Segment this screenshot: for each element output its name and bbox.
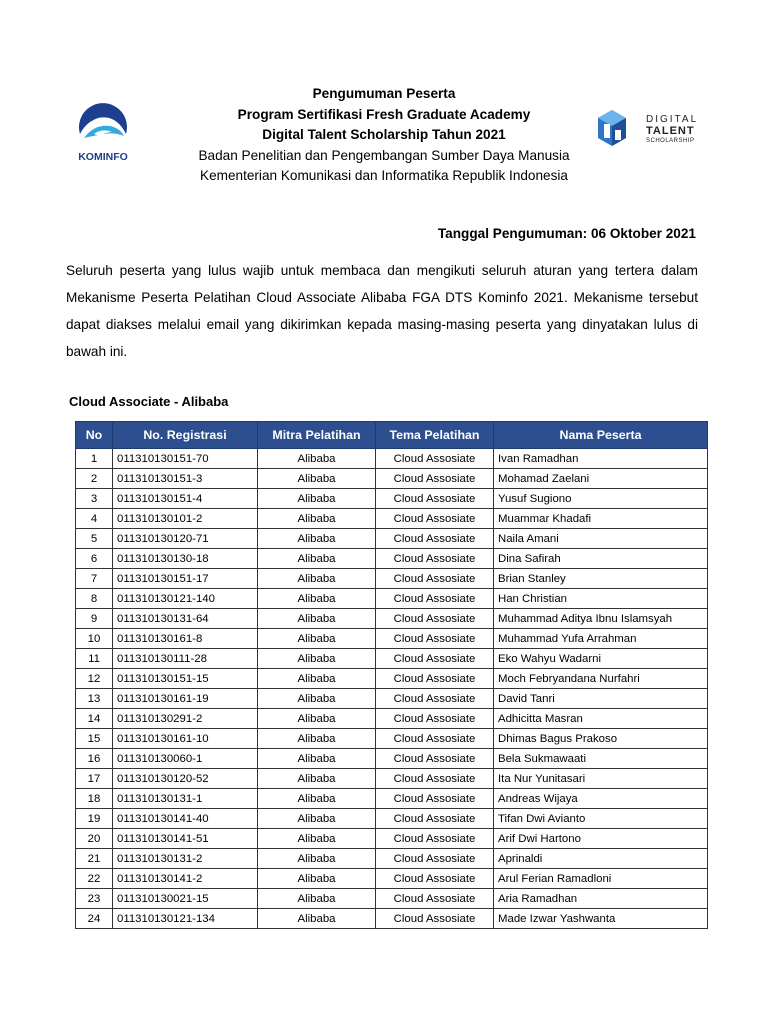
cell-name: Moch Febryandana Nurfahri [494,669,708,689]
cell-name: Bela Sukmawaati [494,749,708,769]
table-row [76,849,708,869]
cell-no: 12 [76,669,113,689]
cell-no: 7 [76,569,113,589]
table-row [76,829,708,849]
col-header-name: Nama Peserta [494,422,708,449]
cell-partner: Alibaba [258,889,376,909]
announcement-date: Tanggal Pengumuman: 06 Oktober 2021 [437,226,696,241]
cell-theme: Cloud Assosiate [376,889,494,909]
cell-no: 19 [76,809,113,829]
cell-partner: Alibaba [258,509,376,529]
cell-no: 5 [76,529,113,549]
cell-theme: Cloud Assosiate [376,809,494,829]
table-row [76,589,708,609]
cell-no: 14 [76,709,113,729]
cell-theme: Cloud Assosiate [376,669,494,689]
cell-name: Andreas Wijaya [494,789,708,809]
cell-partner: Alibaba [258,729,376,749]
cell-theme: Cloud Assosiate [376,829,494,849]
table-row [76,669,708,689]
table-row [76,509,708,529]
cell-theme: Cloud Assosiate [376,609,494,629]
cell-partner: Alibaba [258,649,376,669]
cell-partner: Alibaba [258,769,376,789]
cell-theme: Cloud Assosiate [376,789,494,809]
cell-name: Tifan Dwi Avianto [494,809,708,829]
cell-no: 10 [76,629,113,649]
cell-theme: Cloud Assosiate [376,629,494,649]
cell-registration: 011310130131-1 [113,789,258,809]
cell-registration: 011310130121-134 [113,909,258,929]
table-row [76,549,708,569]
cell-partner: Alibaba [258,449,376,469]
table-row [76,469,708,489]
col-header-partner: Mitra Pelatihan [258,422,376,449]
cell-name: Aprinaldi [494,849,708,869]
cell-name: Arif Dwi Hartono [494,829,708,849]
cell-name: Ivan Ramadhan [494,449,708,469]
cell-registration: 011310130151-70 [113,449,258,469]
cell-name: Mohamad Zaelani [494,469,708,489]
header-title: Pengumuman Peserta [312,86,456,101]
cell-partner: Alibaba [258,749,376,769]
table-row [76,689,708,709]
table-row [76,529,708,549]
table-row [76,789,708,809]
table-row [76,729,708,749]
cell-registration: 011310130111-28 [113,649,258,669]
cell-registration: 011310130151-15 [113,669,258,689]
cell-name: Adhicitta Masran [494,709,708,729]
table-row [76,889,708,909]
participant-table [75,421,708,929]
cell-theme: Cloud Assosiate [376,849,494,869]
cell-partner: Alibaba [258,469,376,489]
cell-registration: 011310130101-2 [113,509,258,529]
cell-no: 20 [76,829,113,849]
cell-registration: 011310130120-52 [113,769,258,789]
cell-theme: Cloud Assosiate [376,529,494,549]
cell-no: 2 [76,469,113,489]
cell-partner: Alibaba [258,709,376,729]
cell-registration: 011310130161-8 [113,629,258,649]
cell-theme: Cloud Assosiate [376,449,494,469]
cell-theme: Cloud Assosiate [376,869,494,889]
cell-name: Aria Ramadhan [494,889,708,909]
table-row [76,749,708,769]
cell-name: Naila Amani [494,529,708,549]
cell-theme: Cloud Assosiate [376,909,494,929]
cell-partner: Alibaba [258,549,376,569]
header-scholarship: Digital Talent Scholarship Tahun 2021 [262,127,506,142]
cell-partner: Alibaba [258,869,376,889]
cell-partner: Alibaba [258,529,376,549]
cell-registration: 011310130151-17 [113,569,258,589]
cell-theme: Cloud Assosiate [376,589,494,609]
cell-registration: 011310130151-3 [113,469,258,489]
cell-registration: 011310130060-1 [113,749,258,769]
table-body [76,449,708,929]
cell-partner: Alibaba [258,489,376,509]
col-header-theme: Tema Pelatihan [376,422,494,449]
cell-theme: Cloud Assosiate [376,549,494,569]
cell-registration: 011310130131-2 [113,849,258,869]
cell-no: 24 [76,909,113,929]
cell-registration: 011310130141-2 [113,869,258,889]
cell-name: Dhimas Bagus Prakoso [494,729,708,749]
cell-name: Muhammad Yufa Arrahman [494,629,708,649]
cell-registration: 011310130151-4 [113,489,258,509]
table-row [76,709,708,729]
cell-registration: 011310130130-18 [113,549,258,569]
cell-no: 13 [76,689,113,709]
table-row [76,629,708,649]
cell-name: Muhammad Aditya Ibnu Islamsyah [494,609,708,629]
cell-name: Muammar Khadafi [494,509,708,529]
cell-partner: Alibaba [258,589,376,609]
cell-name: Arul Ferian Ramadloni [494,869,708,889]
cell-partner: Alibaba [258,569,376,589]
cell-registration: 011310130141-51 [113,829,258,849]
cell-name: Brian Stanley [494,569,708,589]
cell-name: Yusuf Sugiono [494,489,708,509]
cell-theme: Cloud Assosiate [376,469,494,489]
cell-registration: 011310130120-71 [113,529,258,549]
table-row [76,809,708,829]
cell-theme: Cloud Assosiate [376,569,494,589]
cell-registration: 011310130131-64 [113,609,258,629]
cell-registration: 011310130021-15 [113,889,258,909]
cell-partner: Alibaba [258,669,376,689]
announcement-header [0,84,768,187]
cell-theme: Cloud Assosiate [376,649,494,669]
cell-no: 9 [76,609,113,629]
table-row [76,909,708,929]
table-row [76,609,708,629]
cell-no: 1 [76,449,113,469]
table-row [76,869,708,889]
cell-registration: 011310130161-19 [113,689,258,709]
header-agency: Badan Penelitian dan Pengembangan Sumber Daya Manusia [198,147,570,163]
cell-name: Dina Safirah [494,549,708,569]
table-row [76,769,708,789]
col-header-registration: No. Registrasi [113,422,258,449]
cell-no: 15 [76,729,113,749]
cell-no: 8 [76,589,113,609]
cell-no: 21 [76,849,113,869]
cell-registration: 011310130291-2 [113,709,258,729]
cell-registration: 011310130141-40 [113,809,258,829]
cell-theme: Cloud Assosiate [376,509,494,529]
table-row [76,569,708,589]
table-row [76,649,708,669]
cell-no: 23 [76,889,113,909]
dts-logo-line1: DIGITAL [646,114,699,125]
announcement-paragraph: Seluruh peserta yang lulus wajib untuk membaca dan mengikuti seluruh aturan yang tertera dalam Mekanisme Peserta Pelatihan Cloud Associate Alibaba FGA DTS Kominfo 2021. Mekanisme tersebut dapat diakses melalui email yang dikirimkan kepada masing-masing peserta yang dinyatakan lulus di bawah ini. [66,263,698,359]
dts-logo-line3: SCHOLARSHIP [646,138,695,144]
cell-no: 11 [76,649,113,669]
cell-no: 6 [76,549,113,569]
cell-no: 4 [76,509,113,529]
section-title: Cloud Associate - Alibaba [69,394,229,409]
kominfo-logo-text: KOMINFO [78,151,128,163]
cell-name: David Tanri [494,689,708,709]
cell-theme: Cloud Assosiate [376,489,494,509]
cell-theme: Cloud Assosiate [376,769,494,789]
header-program: Program Sertifikasi Fresh Graduate Academy [237,106,531,122]
cell-no: 17 [76,769,113,789]
cell-registration: 011310130161-10 [113,729,258,749]
table-header-row [76,422,708,449]
cell-partner: Alibaba [258,909,376,929]
cell-no: 22 [76,869,113,889]
cell-no: 3 [76,489,113,509]
cell-partner: Alibaba [258,629,376,649]
cell-theme: Cloud Assosiate [376,709,494,729]
header-ministry: Kementerian Komunikasi dan Informatika Republik Indonesia [200,168,568,183]
cell-partner: Alibaba [258,829,376,849]
cell-name: Made Izwar Yashwanta [494,909,708,929]
table-row [76,449,708,469]
table-row [76,489,708,509]
cell-partner: Alibaba [258,809,376,829]
cell-theme: Cloud Assosiate [376,689,494,709]
cell-partner: Alibaba [258,689,376,709]
cell-name: Ita Nur Yunitasari [494,769,708,789]
cell-name: Eko Wahyu Wadarni [494,649,708,669]
cell-partner: Alibaba [258,849,376,869]
col-header-no: No [76,422,113,449]
cell-theme: Cloud Assosiate [376,749,494,769]
cell-name: Han Christian [494,589,708,609]
cell-theme: Cloud Assosiate [376,729,494,749]
cell-registration: 011310130121-140 [113,589,258,609]
cell-no: 18 [76,789,113,809]
cell-partner: Alibaba [258,789,376,809]
dts-logo-line2: TALENT [646,125,695,137]
cell-partner: Alibaba [258,609,376,629]
cell-no: 16 [76,749,113,769]
